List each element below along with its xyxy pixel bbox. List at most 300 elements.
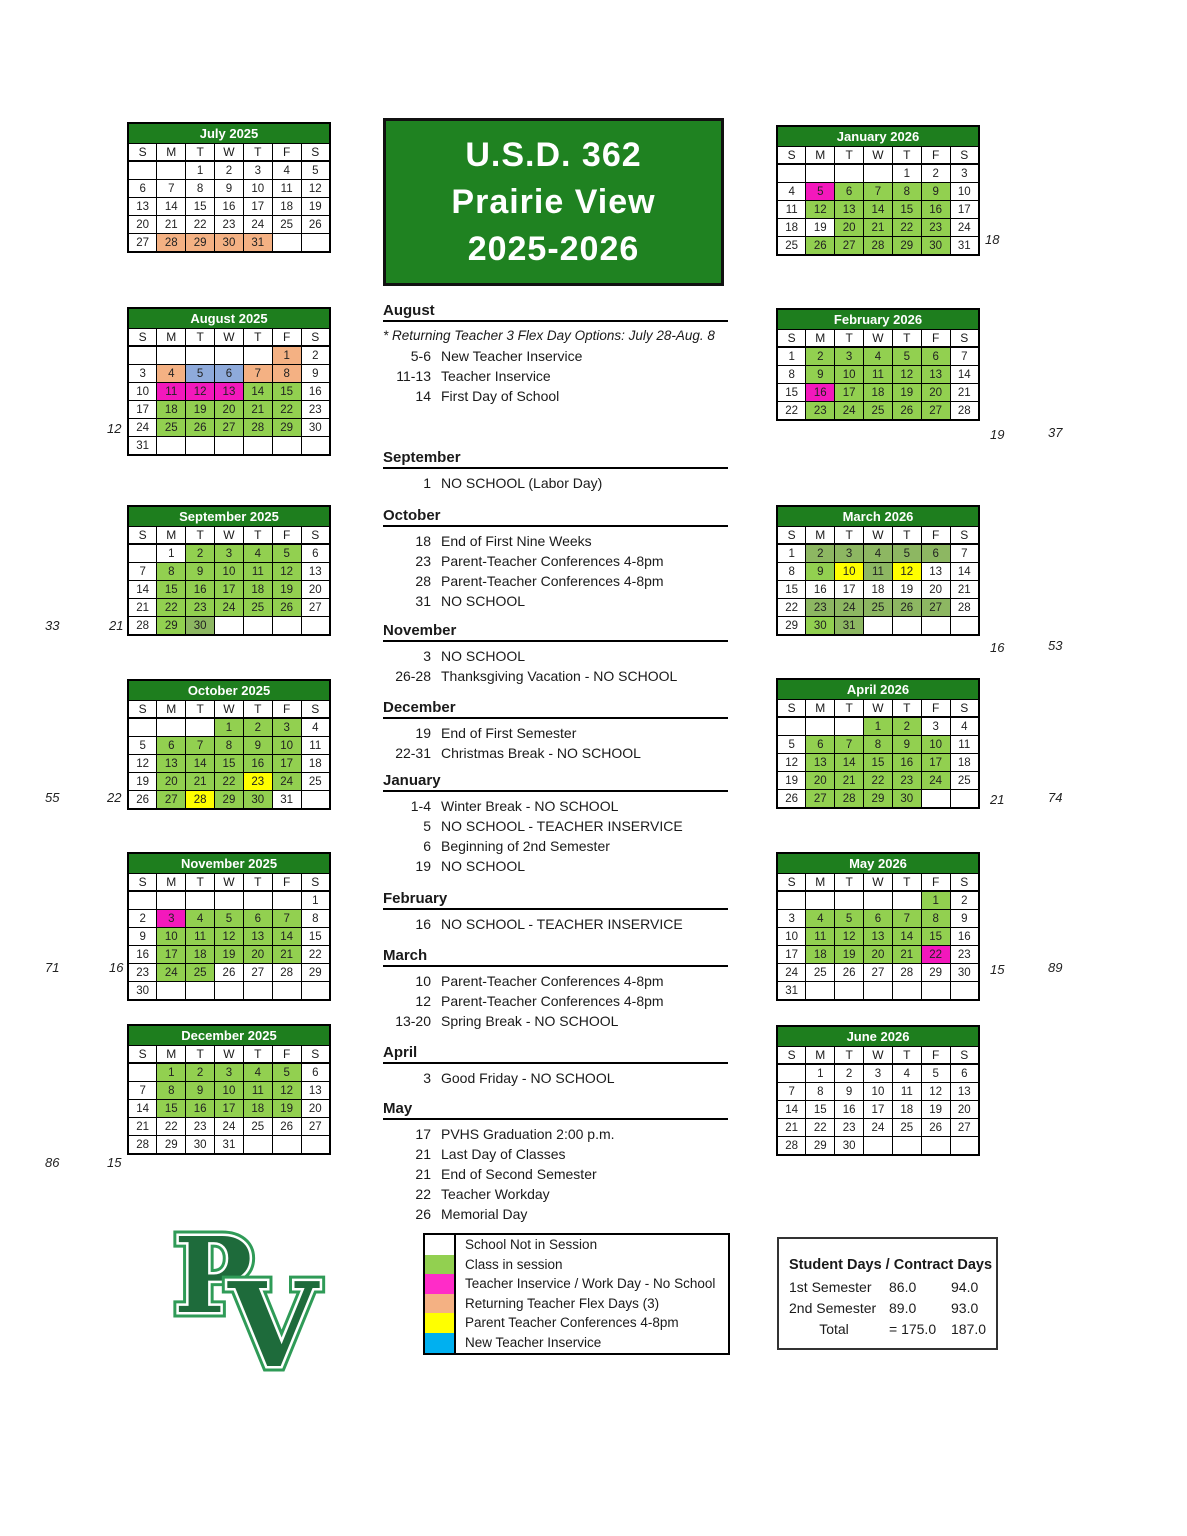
legend-label: Class in session xyxy=(465,1256,563,1272)
event-description: NO SCHOOL - TEACHER INSERVICE xyxy=(441,916,683,932)
empty-cell xyxy=(950,1137,979,1156)
weekday-header: T xyxy=(835,874,864,892)
event-dates: 28 xyxy=(415,573,431,589)
district-name: U.S.D. 362 xyxy=(465,135,642,174)
event-description: Parent-Teacher Conferences 4-8pm xyxy=(441,993,664,1009)
day-cell: 13 xyxy=(864,928,893,946)
day-cell: 2 xyxy=(186,1063,215,1082)
day-cell: 12 xyxy=(806,201,835,219)
day-count-nov-cumulative: 71 xyxy=(45,960,60,975)
day-cell: 16 xyxy=(186,581,215,599)
day-cell: 22 xyxy=(892,219,921,237)
day-cell: 15 xyxy=(272,383,301,401)
event-description: End of First Semester xyxy=(441,725,577,741)
day-cell: 3 xyxy=(950,164,979,183)
events-march xyxy=(383,947,728,1031)
day-cell: 6 xyxy=(301,1063,330,1082)
weekday-header: S xyxy=(950,1047,979,1065)
day-cell: 17 xyxy=(215,581,244,599)
day-cell: 27 xyxy=(921,402,950,421)
day-cell: 24 xyxy=(157,964,186,982)
weekday-header: F xyxy=(272,329,301,347)
weekday-header: F xyxy=(272,701,301,719)
day-cell: 21 xyxy=(864,219,893,237)
day-cell: 15 xyxy=(301,928,330,946)
event-item xyxy=(383,473,728,493)
calendar-february-2026 xyxy=(776,308,980,421)
day-cell: 8 xyxy=(301,910,330,928)
day-cell: 8 xyxy=(157,563,186,581)
day-count-sep-monthly: 21 xyxy=(109,618,124,633)
event-dates: 17 xyxy=(415,1126,431,1142)
event-description: Good Friday - NO SCHOOL xyxy=(441,1070,615,1086)
calendar-november-2025 xyxy=(127,852,331,1001)
day-count-apr-monthly: 21 xyxy=(990,792,1005,807)
day-cell: 23 xyxy=(186,599,215,617)
day-cell: 19 xyxy=(272,1100,301,1118)
weekday-header: T xyxy=(892,147,921,165)
events-month-header: January xyxy=(383,772,728,792)
day-cell: 29 xyxy=(864,790,893,809)
day-cell: 7 xyxy=(157,180,186,198)
day-cell: 19 xyxy=(921,1101,950,1119)
day-cell: 30 xyxy=(950,964,979,982)
event-dates: 16 xyxy=(415,916,431,932)
day-cell: 15 xyxy=(921,928,950,946)
day-cell: 22 xyxy=(301,946,330,964)
weekday-header: T xyxy=(892,874,921,892)
day-cell: 10 xyxy=(215,563,244,581)
empty-cell xyxy=(272,437,301,456)
calendar-january-2026 xyxy=(776,125,980,256)
weekday-header: W xyxy=(215,329,244,347)
summary-rows xyxy=(789,1277,996,1340)
day-cell: 29 xyxy=(777,617,806,636)
weekday-header: T xyxy=(186,874,215,892)
empty-cell xyxy=(157,891,186,910)
summary-value: 89.0 xyxy=(889,1300,917,1316)
weekday-header: M xyxy=(157,1046,186,1064)
day-cell: 24 xyxy=(921,772,950,790)
day-cell: 1 xyxy=(777,347,806,366)
day-cell: 14 xyxy=(272,928,301,946)
weekday-header: S xyxy=(777,1047,806,1065)
weekday-header: T xyxy=(835,1047,864,1065)
day-cell: 7 xyxy=(128,1082,157,1100)
weekday-header: S xyxy=(777,527,806,545)
day-cell: 17 xyxy=(835,384,864,402)
day-cell: 20 xyxy=(243,946,272,964)
day-cell: 30 xyxy=(921,237,950,256)
calendar-march-2026 xyxy=(776,505,980,636)
day-cell: 24 xyxy=(215,1118,244,1136)
day-cell: 7 xyxy=(186,737,215,755)
day-cell: 26 xyxy=(777,790,806,809)
event-description: Parent-Teacher Conferences 4-8pm xyxy=(441,573,664,589)
day-cell: 13 xyxy=(835,201,864,219)
day-cell: 27 xyxy=(301,1118,330,1136)
day-cell: 1 xyxy=(157,1063,186,1082)
day-cell: 13 xyxy=(128,198,157,216)
day-cell: 3 xyxy=(215,544,244,563)
day-cell: 25 xyxy=(272,216,301,234)
weekday-header: S xyxy=(950,147,979,165)
day-count-mar-cumulative: 53 xyxy=(1048,638,1063,653)
summary-label: Total xyxy=(819,1321,849,1337)
day-cell: 26 xyxy=(835,964,864,982)
day-cell: 23 xyxy=(128,964,157,982)
day-cell: 11 xyxy=(157,383,186,401)
day-cell: 27 xyxy=(215,419,244,437)
weekday-header: F xyxy=(921,874,950,892)
empty-cell xyxy=(186,891,215,910)
day-cell: 11 xyxy=(186,928,215,946)
day-cell: 4 xyxy=(243,1063,272,1082)
calendar-may-2026 xyxy=(776,852,980,1001)
day-cell: 10 xyxy=(215,1082,244,1100)
day-cell: 21 xyxy=(272,946,301,964)
day-cell: 26 xyxy=(272,1118,301,1136)
empty-cell xyxy=(921,1137,950,1156)
events-may xyxy=(383,1100,728,1224)
event-dates: 19 xyxy=(415,725,431,741)
empty-cell xyxy=(806,717,835,736)
day-cell: 25 xyxy=(777,237,806,256)
weekday-header: W xyxy=(864,700,893,718)
day-cell: 30 xyxy=(806,617,835,636)
day-cell: 29 xyxy=(157,617,186,636)
empty-cell xyxy=(777,717,806,736)
event-description: Teacher Workday xyxy=(441,1186,550,1202)
calendar-december-2025 xyxy=(127,1024,331,1155)
day-cell: 18 xyxy=(806,946,835,964)
day-cell: 4 xyxy=(157,365,186,383)
calendar-october-2025 xyxy=(127,679,331,810)
day-count-feb-monthly: 19 xyxy=(990,427,1005,442)
empty-cell xyxy=(243,346,272,365)
event-dates: 21 xyxy=(415,1146,431,1162)
weekday-header: S xyxy=(301,874,330,892)
day-cell: 6 xyxy=(921,544,950,563)
day-cell: 27 xyxy=(864,964,893,982)
day-cell: 30 xyxy=(301,419,330,437)
day-cell: 6 xyxy=(950,1064,979,1083)
day-cell: 17 xyxy=(777,946,806,964)
empty-cell xyxy=(186,718,215,737)
day-count-dec-monthly: 15 xyxy=(107,1155,122,1170)
day-cell: 3 xyxy=(243,161,272,180)
empty-cell xyxy=(835,891,864,910)
day-cell: 30 xyxy=(128,982,157,1001)
day-cell: 19 xyxy=(835,946,864,964)
day-cell: 5 xyxy=(272,1063,301,1082)
weekday-header: W xyxy=(864,330,893,348)
weekday-header: S xyxy=(301,527,330,545)
empty-cell xyxy=(215,437,244,456)
day-cell: 31 xyxy=(777,982,806,1001)
logo-letter-v: V V xyxy=(228,1258,318,1394)
district-title-box xyxy=(383,118,724,286)
day-cell: 19 xyxy=(186,401,215,419)
day-cell: 30 xyxy=(835,1137,864,1156)
day-cell: 9 xyxy=(243,737,272,755)
weekday-header: T xyxy=(186,144,215,162)
day-cell: 18 xyxy=(157,401,186,419)
day-cell: 5 xyxy=(272,544,301,563)
month-title: November 2025 xyxy=(128,853,330,874)
event-description: NO SCHOOL (Labor Day) xyxy=(441,475,603,491)
day-cell: 17 xyxy=(835,581,864,599)
empty-cell xyxy=(157,346,186,365)
day-cell: 16 xyxy=(892,754,921,772)
weekday-header: T xyxy=(835,330,864,348)
day-cell: 2 xyxy=(835,1064,864,1083)
day-count-oct-monthly: 22 xyxy=(107,790,122,805)
calendar-september-2025 xyxy=(127,505,331,636)
weekday-header: T xyxy=(243,527,272,545)
empty-cell xyxy=(921,790,950,809)
day-cell: 7 xyxy=(835,736,864,754)
event-item xyxy=(383,1068,728,1088)
weekday-header: M xyxy=(157,527,186,545)
weekday-header: T xyxy=(243,144,272,162)
day-cell: 15 xyxy=(864,754,893,772)
empty-cell xyxy=(128,346,157,365)
weekday-header: S xyxy=(301,329,330,347)
day-cell: 19 xyxy=(128,773,157,791)
day-cell: 31 xyxy=(243,234,272,253)
day-cell: 23 xyxy=(806,402,835,421)
day-cell: 24 xyxy=(128,419,157,437)
day-cell: 28 xyxy=(128,1136,157,1155)
day-cell: 29 xyxy=(806,1137,835,1156)
day-cell: 21 xyxy=(892,946,921,964)
day-cell: 17 xyxy=(215,1100,244,1118)
day-cell: 10 xyxy=(950,183,979,201)
day-cell: 31 xyxy=(128,437,157,456)
event-dates: 19 xyxy=(415,858,431,874)
event-dates: 3 xyxy=(423,648,431,664)
day-cell: 9 xyxy=(892,736,921,754)
event-dates: 5 xyxy=(423,818,431,834)
day-count-may-monthly: 15 xyxy=(990,962,1005,977)
event-item xyxy=(383,1144,728,1164)
day-cell: 19 xyxy=(301,198,330,216)
event-item xyxy=(383,816,728,836)
legend-label: School Not in Session xyxy=(465,1237,598,1252)
day-cell: 8 xyxy=(215,737,244,755)
weekday-header: T xyxy=(892,330,921,348)
day-cell: 20 xyxy=(128,216,157,234)
event-description: Parent-Teacher Conferences 4-8pm xyxy=(441,973,664,989)
summary-value: 94.0 xyxy=(951,1279,979,1295)
day-cell: 4 xyxy=(806,910,835,928)
day-count-jan-monthly: 18 xyxy=(985,232,1000,247)
day-cell: 20 xyxy=(215,401,244,419)
day-cell: 2 xyxy=(950,891,979,910)
day-cell: 31 xyxy=(950,237,979,256)
event-item xyxy=(383,346,728,366)
month-title: July 2025 xyxy=(128,123,330,144)
day-cell: 25 xyxy=(806,964,835,982)
day-cell: 3 xyxy=(864,1064,893,1083)
logo-letter-p: P P xyxy=(174,1214,252,1337)
day-cell: 15 xyxy=(215,755,244,773)
school-name: Prairie View xyxy=(451,182,656,221)
day-cell: 23 xyxy=(921,219,950,237)
day-cell: 25 xyxy=(892,1119,921,1137)
calendar-april-2026 xyxy=(776,678,980,809)
day-cell: 2 xyxy=(806,544,835,563)
day-cell: 20 xyxy=(835,219,864,237)
events-month-header: October xyxy=(383,507,728,527)
day-cell: 14 xyxy=(777,1101,806,1119)
events-month-header: November xyxy=(383,622,728,642)
month-title: August 2025 xyxy=(128,308,330,329)
empty-cell xyxy=(157,982,186,1001)
empty-cell xyxy=(921,617,950,636)
event-description: Beginning of 2nd Semester xyxy=(441,838,610,854)
day-cell: 8 xyxy=(157,1082,186,1100)
day-cell: 9 xyxy=(806,563,835,581)
event-dates: 31 xyxy=(415,593,431,609)
empty-cell xyxy=(272,982,301,1001)
weekday-header: M xyxy=(806,527,835,545)
events-august xyxy=(383,302,728,406)
day-cell: 12 xyxy=(128,755,157,773)
day-cell: 22 xyxy=(777,402,806,421)
event-description: End of Second Semester xyxy=(441,1166,597,1182)
weekday-header: T xyxy=(892,700,921,718)
day-cell: 1 xyxy=(892,164,921,183)
day-cell: 21 xyxy=(777,1119,806,1137)
weekday-header: M xyxy=(806,147,835,165)
empty-cell xyxy=(301,1136,330,1155)
day-count-mar-monthly: 16 xyxy=(990,640,1005,655)
day-cell: 21 xyxy=(128,599,157,617)
day-cell: 11 xyxy=(243,1082,272,1100)
day-count-apr-cumulative: 74 xyxy=(1048,790,1063,805)
event-dates: 5-6 xyxy=(410,348,431,364)
day-cell: 3 xyxy=(157,910,186,928)
day-cell: 14 xyxy=(186,755,215,773)
day-cell: 14 xyxy=(892,928,921,946)
day-cell: 20 xyxy=(301,1100,330,1118)
events-april xyxy=(383,1044,728,1088)
day-cell: 13 xyxy=(157,755,186,773)
event-item xyxy=(383,1124,728,1144)
day-cell: 22 xyxy=(157,599,186,617)
event-item xyxy=(383,386,728,406)
day-cell: 6 xyxy=(128,180,157,198)
empty-cell xyxy=(777,891,806,910)
day-cell: 2 xyxy=(128,910,157,928)
day-cell: 3 xyxy=(777,910,806,928)
day-cell: 30 xyxy=(243,791,272,810)
day-cell: 10 xyxy=(864,1083,893,1101)
day-cell: 5 xyxy=(835,910,864,928)
day-cell: 12 xyxy=(921,1083,950,1101)
day-cell: 21 xyxy=(950,581,979,599)
empty-cell xyxy=(301,617,330,636)
day-cell: 27 xyxy=(835,237,864,256)
calendar-august-2025 xyxy=(127,307,331,456)
day-cell: 8 xyxy=(806,1083,835,1101)
day-cell: 15 xyxy=(777,581,806,599)
event-dates: 26-28 xyxy=(395,668,431,684)
event-description: PVHS Graduation 2:00 p.m. xyxy=(441,1126,615,1142)
day-cell: 11 xyxy=(272,180,301,198)
weekday-header: M xyxy=(806,330,835,348)
day-cell: 20 xyxy=(806,772,835,790)
day-cell: 16 xyxy=(806,581,835,599)
summary-value: = 175.0 xyxy=(889,1321,937,1337)
empty-cell xyxy=(243,891,272,910)
weekday-header: F xyxy=(921,330,950,348)
day-cell: 22 xyxy=(921,946,950,964)
day-cell: 15 xyxy=(777,384,806,402)
day-cell: 20 xyxy=(864,946,893,964)
day-cell: 29 xyxy=(301,964,330,982)
event-item xyxy=(383,914,728,934)
day-cell: 14 xyxy=(864,201,893,219)
weekday-header: S xyxy=(128,527,157,545)
empty-cell xyxy=(215,346,244,365)
day-cell: 5 xyxy=(806,183,835,201)
summary-row xyxy=(789,1319,996,1340)
student-days-summary xyxy=(777,1237,998,1350)
weekday-header: W xyxy=(864,1047,893,1065)
day-cell: 6 xyxy=(215,365,244,383)
weekday-header: W xyxy=(215,144,244,162)
day-cell: 28 xyxy=(128,617,157,636)
day-cell: 23 xyxy=(950,946,979,964)
empty-cell xyxy=(243,437,272,456)
weekday-header: T xyxy=(243,329,272,347)
day-cell: 13 xyxy=(950,1083,979,1101)
day-cell: 28 xyxy=(950,599,979,617)
weekday-header: W xyxy=(215,527,244,545)
day-cell: 27 xyxy=(301,599,330,617)
empty-cell xyxy=(835,982,864,1001)
day-cell: 10 xyxy=(921,736,950,754)
day-cell: 26 xyxy=(186,419,215,437)
event-dates: 10 xyxy=(415,973,431,989)
weekday-header: S xyxy=(777,330,806,348)
event-dates: 18 xyxy=(415,533,431,549)
day-cell: 26 xyxy=(215,964,244,982)
day-cell: 9 xyxy=(835,1083,864,1101)
day-cell: 25 xyxy=(186,964,215,982)
day-cell: 26 xyxy=(301,216,330,234)
event-dates: 1 xyxy=(423,475,431,491)
day-cell: 7 xyxy=(128,563,157,581)
weekday-header: T xyxy=(243,701,272,719)
empty-cell xyxy=(243,617,272,636)
event-dates: 21 xyxy=(415,1166,431,1182)
empty-cell xyxy=(806,982,835,1001)
weekday-header: T xyxy=(892,1047,921,1065)
event-dates: 13-20 xyxy=(395,1013,431,1029)
weekday-header: M xyxy=(157,329,186,347)
empty-cell xyxy=(128,718,157,737)
weekday-header: T xyxy=(186,1046,215,1064)
empty-cell xyxy=(186,437,215,456)
month-title: February 2026 xyxy=(777,309,979,330)
calendar-july-2025 xyxy=(127,122,331,253)
empty-cell xyxy=(864,982,893,1001)
day-cell: 15 xyxy=(157,1100,186,1118)
